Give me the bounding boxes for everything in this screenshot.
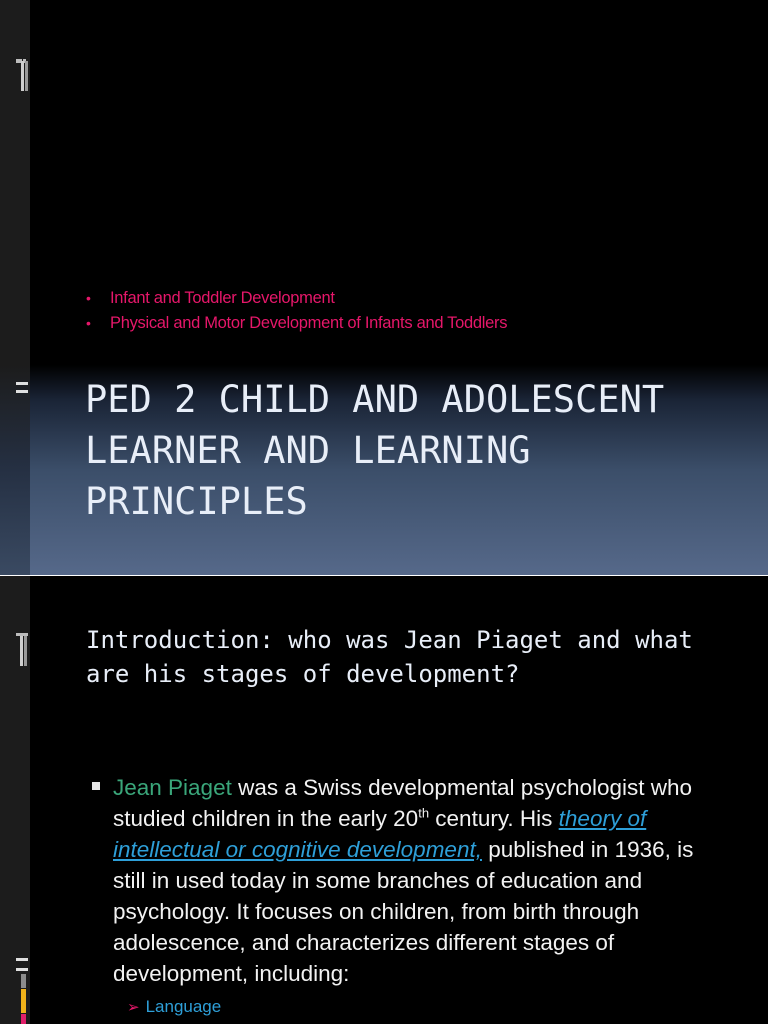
sub-bullet-label: Language [145, 997, 222, 1016]
title-line: PED 2 CHILD AND ADOLESCENT [85, 378, 665, 421]
arrow-bullet-icon: ➢ [127, 999, 140, 1016]
piaget-name: Jean Piaget [113, 775, 232, 800]
square-bullet-icon [92, 782, 100, 790]
slide-1-title [85, 374, 745, 527]
heading-line: Introduction: who was Jean Piaget and what [86, 626, 693, 654]
bullet-dot-icon: • [86, 315, 91, 331]
title-line: LEARNER AND LEARNING [85, 429, 531, 472]
body-paragraph: Jean Piaget was a Swiss developmental psychologist who studied children in the early 20th century. His theory of intellectual or cognitive development, published in 1936, is still in used today in some branches of education and psychology. It focuses on children, from birth through adolescence, and characterizes different stages of development, including: [113, 775, 694, 986]
slide-2-body [92, 772, 732, 989]
bullet-dot-icon: • [86, 290, 91, 306]
slide-1-bullet-list [86, 286, 507, 336]
heading-line: are his stages of development? [86, 660, 520, 688]
title-line: PRINCIPLES [85, 480, 308, 523]
slide-divider [0, 575, 768, 576]
top-left-decoration [16, 55, 29, 95]
sub-bullet-item [127, 995, 221, 1020]
slide-2-heading [86, 623, 746, 691]
bullet-item: • Physical and Motor Development of Infants and Toddlers [86, 311, 507, 336]
bullet-item: • Infant and Toddler Development [86, 286, 507, 311]
theory-link[interactable]: theory of intellectual or cognitive development, [113, 806, 647, 862]
